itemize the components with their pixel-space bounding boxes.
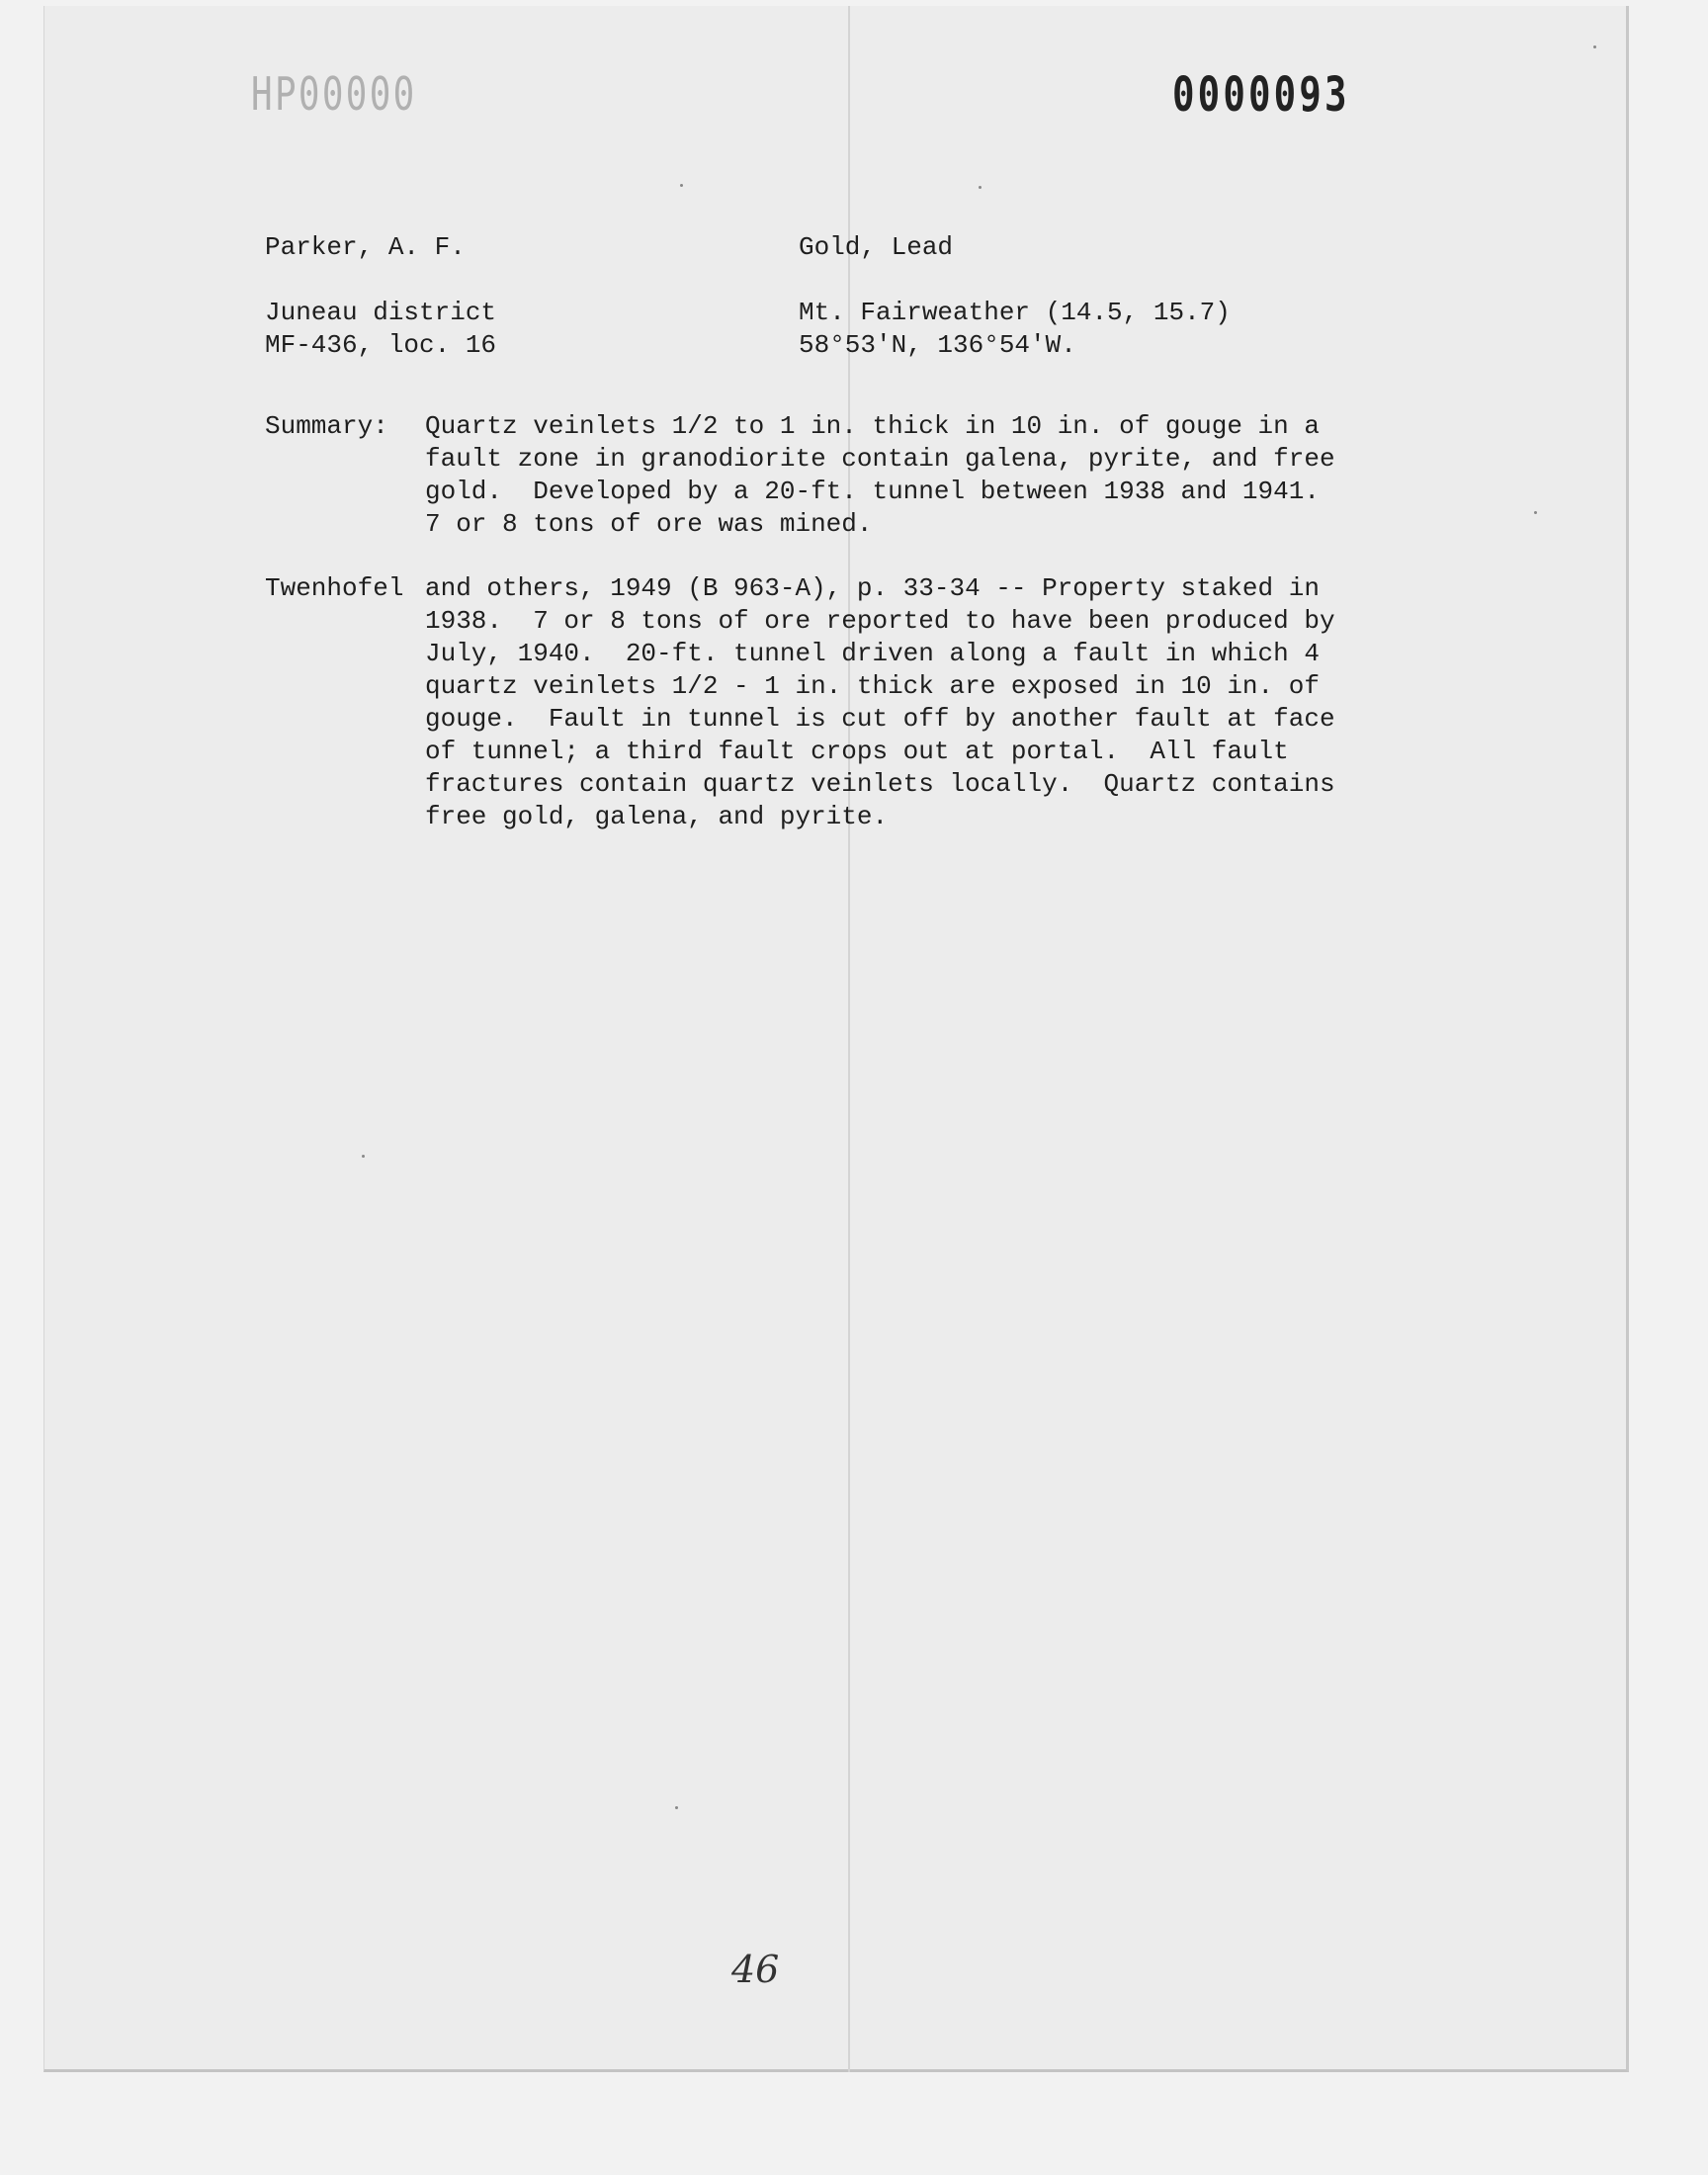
summary-line: fault zone in granodiorite contain galena, pyrite, and free — [425, 444, 1335, 474]
reference-label: Twenhofel — [265, 573, 404, 603]
scan-speck — [979, 186, 982, 189]
reference-line: free gold, galena, and pyrite. — [425, 802, 889, 831]
stamp-left: HP00000 — [251, 67, 417, 121]
reference-text — [425, 572, 1394, 833]
reference-line: of tunnel; a third fault crops out at portal. All fault — [425, 737, 1289, 766]
handwritten-page-number: 46 — [731, 1948, 780, 1991]
summary-line: 7 or 8 tons of ore was mined. — [425, 509, 873, 539]
summary-line: Quartz veinlets 1/2 to 1 in. thick in 10 in. of gouge in a — [425, 411, 1320, 441]
scan-speck — [675, 1806, 678, 1809]
scan-speck — [362, 1155, 365, 1158]
reference-line: July, 1940. 20-ft. tunnel driven along a fault in which 4 — [425, 639, 1320, 668]
commodities: Gold, Lead — [799, 232, 954, 262]
reference-line: and others, 1949 (B 963-A), p. 33-34 -- Property staked in — [425, 573, 1320, 603]
coordinates: 58°53'N, 136°54'W. — [799, 330, 1076, 360]
scan-speck — [1534, 511, 1537, 514]
summary-label: Summary: — [265, 411, 388, 441]
district: Juneau district — [265, 298, 497, 327]
quadrangle: Mt. Fairweather (14.5, 15.7) — [799, 298, 1231, 327]
owner-name: Parker, A. F. — [265, 232, 466, 262]
stamp-right: 0000093 — [1172, 67, 1350, 123]
map-reference: MF-436, loc. 16 — [265, 330, 497, 360]
scan-speck — [680, 184, 683, 187]
summary-text — [425, 410, 1394, 541]
summary-line: gold. Developed by a 20-ft. tunnel between 1938 and 1941. — [425, 477, 1320, 506]
reference-line: 1938. 7 or 8 tons of ore reported to have been produced by — [425, 606, 1335, 636]
reference-line: gouge. Fault in tunnel is cut off by another fault at face — [425, 704, 1335, 734]
scan-speck — [1593, 45, 1596, 48]
reference-line: quartz veinlets 1/2 - 1 in. thick are exposed in 10 in. of — [425, 671, 1320, 701]
reference-line: fractures contain quartz veinlets locally. Quartz contains — [425, 769, 1335, 799]
